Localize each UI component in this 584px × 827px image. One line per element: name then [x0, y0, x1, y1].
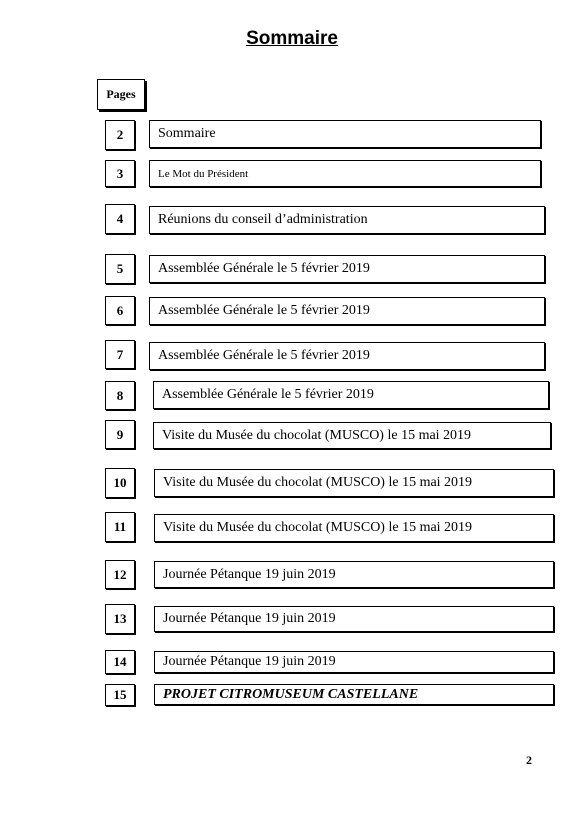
toc-entry[interactable]: Visite du Musée du chocolat (MUSCO) le 15 mai 2019 [154, 514, 554, 542]
toc-entry[interactable]: Visite du Musée du chocolat (MUSCO) le 15 mai 2019 [154, 469, 554, 497]
footer-page-number: 2 [526, 753, 532, 767]
toc-page-number: 12 [105, 560, 135, 589]
toc-entry[interactable]: Le Mot du Président [149, 160, 541, 187]
toc-entry[interactable]: Assemblée Générale le 5 février 2019 [149, 297, 545, 325]
toc-page-number: 13 [105, 604, 135, 634]
toc-page-number: 14 [105, 650, 135, 674]
toc-entry[interactable]: PROJET CITROMUSEUM CASTELLANE [154, 684, 554, 705]
toc-entry[interactable]: Réunions du conseil d’administration [149, 206, 545, 234]
toc-page-number: 15 [105, 684, 135, 706]
toc-page-number: 6 [105, 296, 135, 325]
toc-page-number: 2 [105, 120, 135, 150]
toc-page-number: 4 [105, 204, 135, 234]
toc-page-number: 10 [105, 468, 135, 498]
toc-page-number: 5 [105, 254, 135, 284]
toc-entry[interactable]: Journée Pétanque 19 juin 2019 [154, 561, 554, 588]
toc-entry[interactable]: Journée Pétanque 19 juin 2019 [154, 606, 554, 632]
toc-entry[interactable]: Journée Pétanque 19 juin 2019 [154, 651, 554, 673]
toc-entry[interactable]: Assemblée Générale le 5 février 2019 [153, 381, 549, 409]
page-title: Sommaire [246, 28, 338, 49]
toc-page-number: 11 [105, 512, 135, 542]
toc-entry[interactable]: Assemblée Générale le 5 février 2019 [149, 342, 545, 370]
toc-entry[interactable]: Visite du Musée du chocolat (MUSCO) le 15 mai 2019 [153, 422, 551, 449]
toc-entry[interactable]: Assemblée Générale le 5 février 2019 [149, 255, 545, 283]
toc-entry[interactable]: Sommaire [149, 120, 541, 148]
toc-page-number: 7 [105, 340, 135, 369]
toc-page-number: 3 [105, 160, 135, 187]
pages-header: Pages [97, 79, 145, 110]
toc-page-number: 8 [105, 381, 135, 410]
toc-page-number: 9 [105, 420, 135, 449]
